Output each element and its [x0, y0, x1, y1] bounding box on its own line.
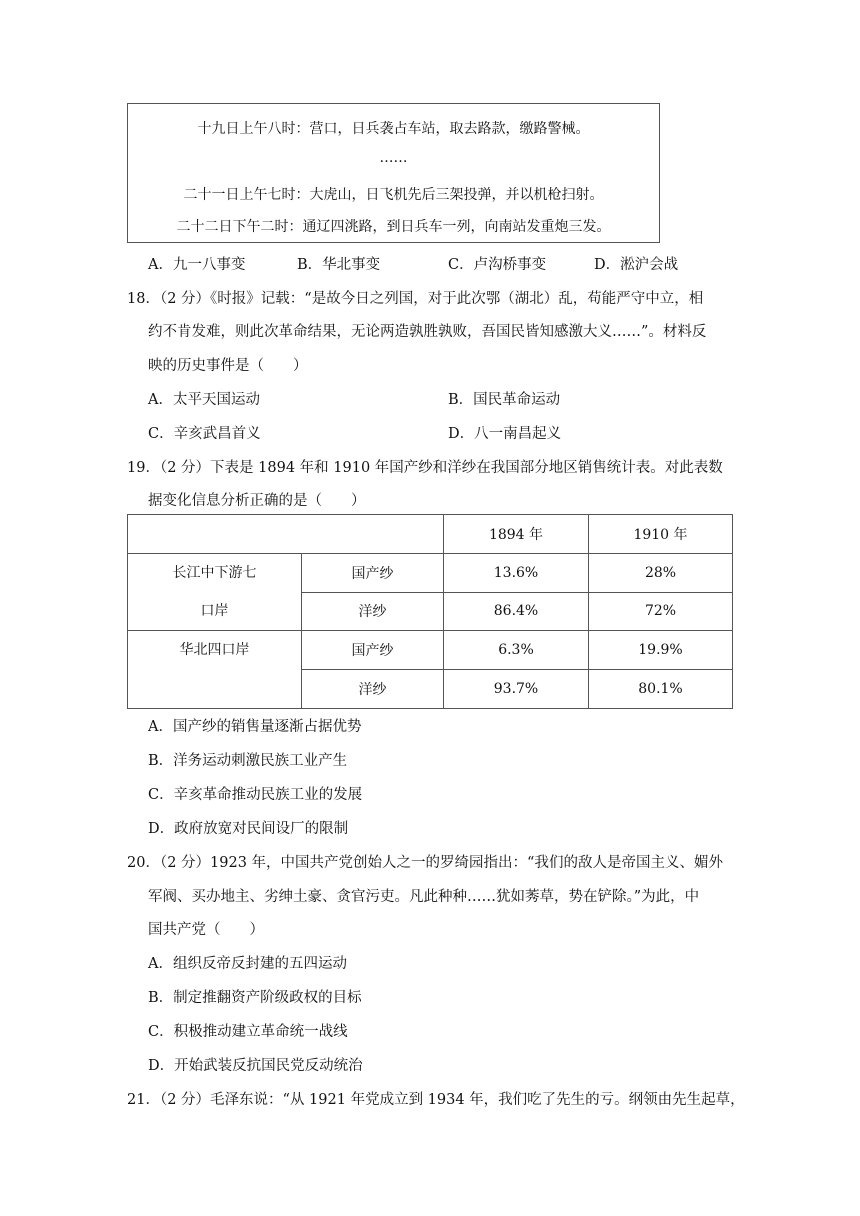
q20-option-c[interactable]: C．积极推动建立革命统一战线: [148, 1024, 348, 1040]
q18-option-d[interactable]: D．八一南昌起义: [448, 426, 562, 442]
q18-option-c[interactable]: C．辛亥武昌首义: [148, 426, 261, 442]
q17-option-b[interactable]: B．华北事变: [297, 257, 381, 273]
value-1894-cell: 6.3%: [444, 631, 589, 670]
value-1894-cell: 93.7%: [444, 670, 589, 709]
table-header-empty: [128, 515, 444, 554]
value-1894-cell: 86.4%: [444, 592, 589, 631]
q18-option-a[interactable]: A．太平天国运动: [148, 392, 260, 408]
table-header-1894: 1894 年: [444, 515, 589, 554]
yarn-sales-table: [127, 514, 733, 709]
q20-stem-line-2: 军阀、买办地主、劣绅土豪、贪官污吏。凡此种种……犹如莠草，势在铲除。”为此，中: [148, 889, 700, 905]
q17-option-d[interactable]: D．淞沪会战: [594, 257, 679, 273]
value-1910-cell: 28%: [589, 554, 733, 593]
q20-stem-line-1: 20．（2 分）1923 年，中国共产党创始人之一的罗绮园指出：“我们的敌人是帝国主义、媚外: [127, 855, 723, 871]
q20-stem-line-3: 国共产党（ ）: [148, 922, 264, 938]
yarn-type-cell: 洋纱: [302, 670, 444, 709]
q19-option-a[interactable]: A．国产纱的销售量逐渐占据优势: [148, 719, 362, 735]
value-1894-cell: 13.6%: [444, 554, 589, 593]
table-row: [128, 554, 733, 593]
region-label: 华北四口岸: [179, 642, 250, 658]
q20-option-b[interactable]: B．制定推翻资产阶级政权的目标: [148, 990, 362, 1006]
q17-option-c[interactable]: C．卢沟桥事变: [448, 257, 547, 273]
region-label: 长江中下游七口岸: [172, 565, 257, 619]
q18-stem-line-1: 18．（2 分）《时报》记载：“是故今日之列国，对于此次鄂（湖北）乱，苟能严守中立，相: [127, 291, 704, 307]
value-1910-cell: 19.9%: [589, 631, 733, 670]
quote-line-1: 十九日上午八时：营口，日兵袭占车站，取去路款，缴路警械。: [197, 121, 590, 137]
q20-option-a[interactable]: A．组织反帝反封建的五四运动: [148, 956, 347, 972]
q17-option-a[interactable]: A．九一八事变: [148, 257, 246, 273]
q19-stem-line-1: 19．（2 分）下表是 1894 年和 1910 年国产纱和洋纱在我国部分地区销售统计表。对此表数: [127, 460, 723, 476]
q19-option-c[interactable]: C．辛亥革命推动民族工业的发展: [148, 787, 363, 803]
table-header-row: [128, 515, 733, 554]
yarn-type-cell: 国产纱: [302, 554, 444, 593]
table-row: [128, 631, 733, 670]
table-header-1910: 1910 年: [589, 515, 733, 554]
value-1910-cell: 80.1%: [589, 670, 733, 709]
q18-option-b[interactable]: B．国民革命运动: [448, 392, 561, 408]
region-cell-yangtze: [128, 554, 302, 631]
yarn-type-cell: 国产纱: [302, 631, 444, 670]
q19-option-b[interactable]: B．洋务运动刺激民族工业产生: [148, 753, 348, 769]
value-1910-cell: 72%: [589, 592, 733, 631]
q18-stem-line-3: 映的历史事件是（ ）: [148, 358, 308, 374]
q21-stem-line-1: 21．（2 分）毛泽东说：“从 1921 年党成立到 1934 年，我们吃了先生的亏。纲领由先生起草，: [127, 1092, 745, 1108]
region-cell-north: [128, 631, 302, 709]
quote-line-2: 二十一日上午七时：大虎山，日飞机先后三架投弹，并以机枪扫射。: [183, 187, 604, 203]
q19-option-d[interactable]: D．政府放宽对民间设厂的限制: [148, 821, 349, 837]
q19-stem-line-2: 据变化信息分析正确的是（ ）: [148, 493, 366, 509]
q18-stem-line-2: 约不肯发难，则此次革命结果，无论两造孰胜孰败，吾国民皆知感激大义……”。材料反: [148, 324, 707, 340]
quote-line-3: 二十二日下午二时：通辽四洮路，到日兵车一列，向南站发重炮三发。: [176, 219, 611, 235]
q20-option-d[interactable]: D．开始武装反抗国民党反动统治: [148, 1058, 363, 1074]
yarn-type-cell: 洋纱: [302, 592, 444, 631]
quote-box: [127, 103, 660, 243]
quote-ellipsis: ……: [379, 150, 408, 166]
